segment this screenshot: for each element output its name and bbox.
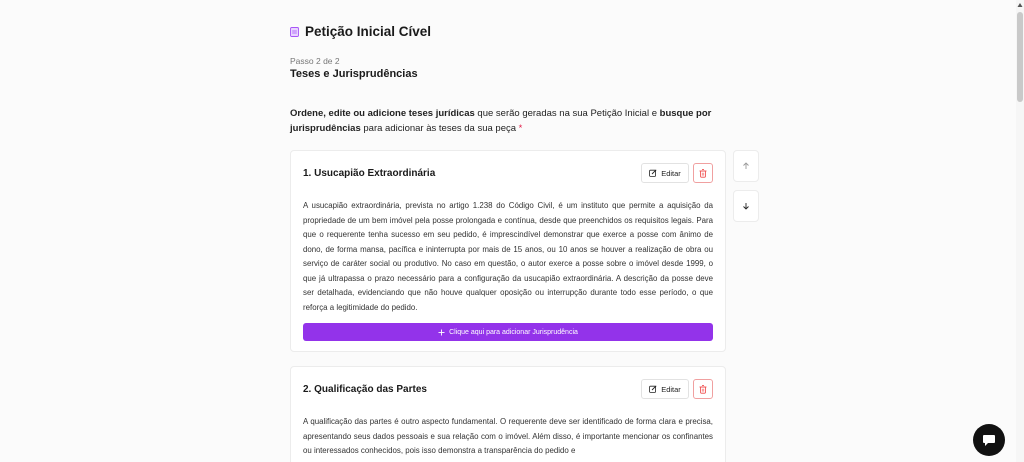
thesis-card	[290, 366, 726, 462]
thesis-card	[290, 150, 726, 352]
scrollbar[interactable]	[1016, 0, 1024, 462]
trash-icon	[699, 385, 707, 394]
chat-button[interactable]	[973, 424, 1005, 456]
document-icon	[290, 27, 299, 37]
arrow-up-icon	[742, 162, 750, 170]
edit-label: Editar	[661, 168, 681, 178]
required-marker: *	[518, 123, 523, 134]
thesis-card-header	[303, 163, 713, 183]
move-up-button[interactable]	[733, 150, 759, 182]
intro-emphasis-1: Ordene, edite ou adicione teses jurídicas	[290, 108, 475, 119]
scrollbar-thumb[interactable]	[1017, 12, 1023, 102]
thesis-card-header	[303, 379, 713, 399]
delete-thesis-button[interactable]	[693, 163, 713, 183]
trash-icon	[699, 169, 707, 178]
plus-icon	[438, 329, 445, 336]
add-jurisprudence-button[interactable]	[303, 323, 713, 341]
edit-thesis-button[interactable]	[641, 379, 689, 399]
thesis-body: A qualificação das partes é outro aspecto fundamental. O requerente deve ser identificado de forma clara e precisa, apresentando seus dados pessoais e sua relação com o imóvel. Além disso, é importante mencionar os confinantes ou interessados conhecidos, pois isso demonstra a transparência do pedido e	[303, 417, 713, 455]
edit-thesis-button[interactable]	[641, 163, 689, 183]
thesis-body: A usucapião extraordinária, prevista no artigo 1.238 do Código Civil, é um instituto que permite a aquisição da propriedade de um bem imóvel pela posse prolongada e contínua, desde que preenchidos os requisitos legais. Para que o requerente tenha sucesso em seu pedido, é imprescindível demonstrar que exerce a posse com ânimo de dono, de forma mansa, pacífica e ininterrupta por mais de 15 anos, ou 10 anos se houver a realização de obra ou serviço de caráter social ou produtivo. No caso em questão, o autor exerce a posse sobre o imóvel desde 1999, o que já ultrapassa o prazo necessário para a configuração da usucapião extraordinária. A descrição da posse deve ser detalhada, evidenciando que não houve qualquer oposição ou interrupção durante todo esse período, o que reforça a legitimidade do pedido.	[303, 201, 713, 312]
scroll-up-arrow-icon[interactable]	[1017, 2, 1023, 8]
intro-text-4: para adicionar às teses da sua peça	[360, 123, 519, 134]
arrow-down-icon	[742, 202, 750, 210]
intro-emphasis-2: busque por jurisprudências	[290, 108, 712, 134]
edit-icon	[649, 169, 657, 177]
delete-thesis-button[interactable]	[693, 379, 713, 399]
step-indicator: Passo 2 de 2	[290, 56, 340, 66]
page-header	[290, 24, 431, 39]
step-title: Teses e Jurisprudências	[290, 68, 418, 80]
intro-text	[290, 106, 720, 136]
intro-text-2: que serão geradas na sua Petição Inicial e	[474, 108, 660, 119]
move-down-button[interactable]	[733, 190, 759, 222]
thesis-title: 1. Usucapião Extraordinária	[303, 168, 436, 179]
edit-icon	[649, 385, 657, 393]
chat-icon	[982, 434, 996, 447]
add-jurisprudence-label: Clique aqui para adicionar Jurisprudência	[449, 328, 578, 336]
thesis-title: 2. Qualificação das Partes	[303, 384, 427, 395]
edit-label: Editar	[661, 384, 681, 394]
page-title: Petição Inicial Cível	[305, 24, 432, 39]
